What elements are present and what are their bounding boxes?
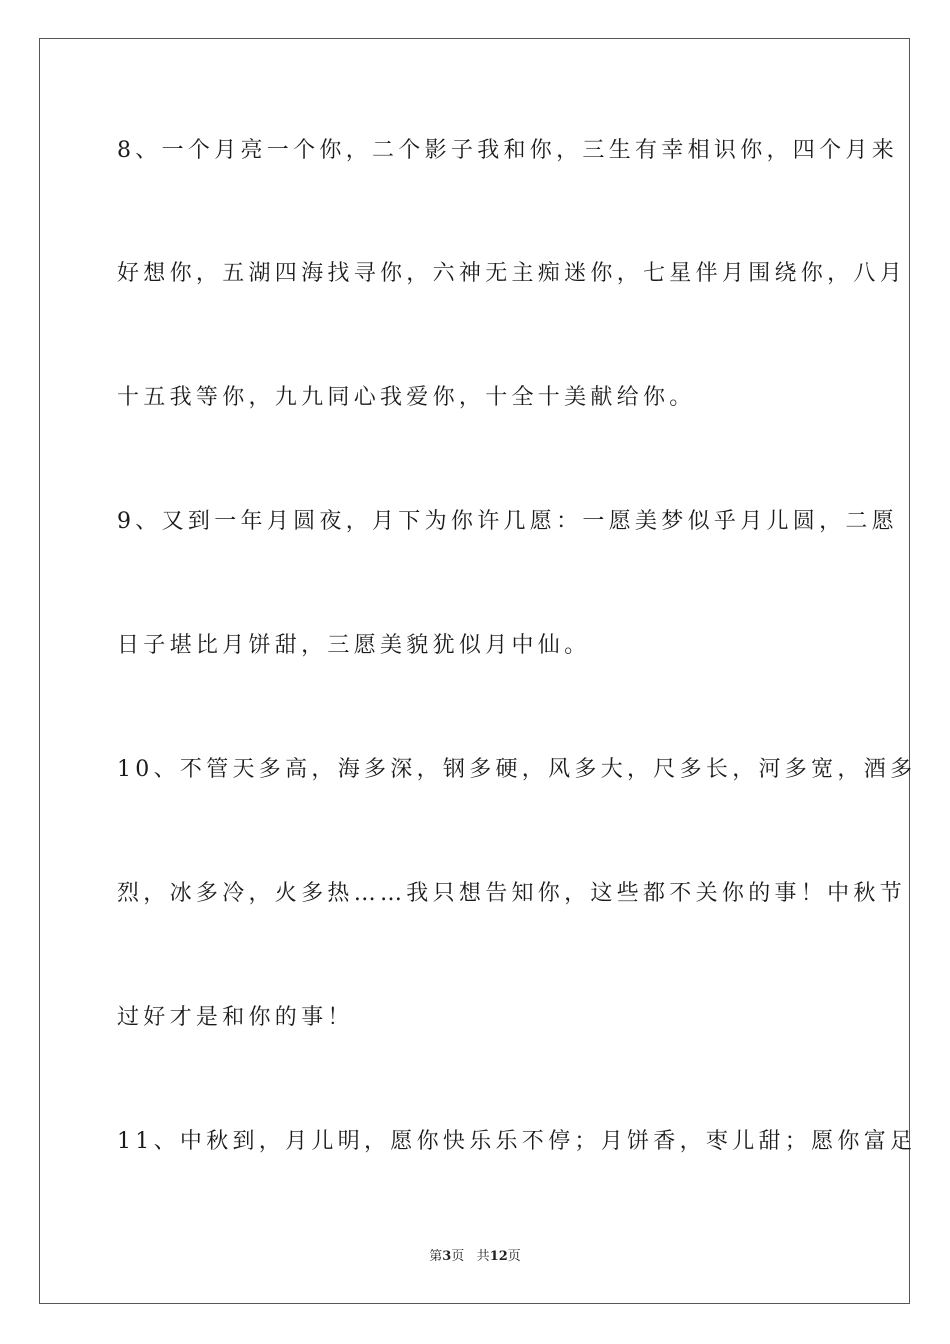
text-line: 日子堪比月饼甜，三愿美貌犹似月中仙。 [117, 633, 591, 658]
total-pages: 12 [489, 1249, 508, 1264]
text-line: 8、一个月亮一个你，二个影子我和你，三生有幸相识你，四个月来 [117, 138, 898, 163]
page-footer [0, 1248, 950, 1266]
text-line: 过好才是和你的事！ [117, 1005, 354, 1030]
page-border [39, 38, 917, 1304]
text-line: 好想你，五湖四海找寻你，六神无主痴迷你，七星伴月围绕你，八月 [117, 261, 907, 286]
text-line: 9、又到一年月圆夜，月下为你许几愿：一愿美梦似乎月儿圆，二愿 [117, 509, 898, 534]
total-prefix: 共 [476, 1249, 490, 1264]
text-line: 10、不管天多高，海多深，钢多硬，风多大，尺多长，河多宽，酒多 [117, 757, 917, 782]
page-suffix: 页 [451, 1249, 465, 1264]
page-prefix: 第 [429, 1249, 443, 1264]
text-line: 十五我等你，九九同心我爱你，十全十美献给你。 [117, 385, 696, 410]
text-line: 烈，冰多冷，火多热……我只想告知你，这些都不关你的事！中秋节 [117, 881, 907, 906]
page-number: 3 [442, 1249, 452, 1264]
text-line: 11、中秋到，月儿明，愿你快乐乐不停；月饼香，枣儿甜；愿你富足 [117, 1129, 917, 1154]
total-suffix: 页 [507, 1249, 521, 1264]
